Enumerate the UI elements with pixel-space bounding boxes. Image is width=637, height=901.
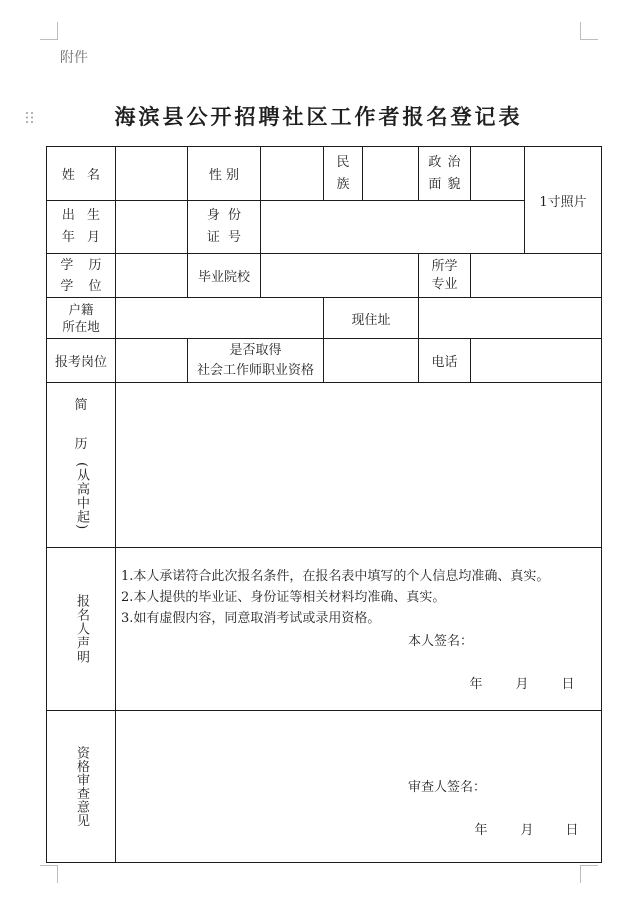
household-label-line1: 户籍: [68, 302, 94, 317]
ethnicity-label-line2: 族: [336, 176, 350, 192]
form-title: 海滨县公开招聘社区工作者报名登记表: [114, 104, 523, 129]
declaration-item-1: 1.本人承诺符合此次报名条件，在报名表中填写的个人信息均准确、真实。: [121, 568, 550, 584]
name-label: 姓 名: [61, 168, 101, 183]
address-label-cell: [324, 298, 418, 338]
declaration-label-cell: [47, 548, 115, 710]
declaration-item-2: 2.本人提供的毕业证、身份证等相关材料均准确、真实。: [121, 589, 446, 605]
qualification-label-line1: 是否取得: [229, 342, 282, 358]
household-label-cell: [47, 298, 115, 338]
name-input-cell[interactable]: [116, 147, 187, 200]
id-label-line2: 证 号: [206, 230, 242, 245]
ethnicity-label-cell: [324, 147, 362, 200]
ethnicity-label-line1: 民: [336, 154, 350, 170]
major-label-line1: 所学: [431, 258, 458, 274]
registration-form-table: [46, 146, 602, 863]
id-number-input-cell[interactable]: [261, 201, 524, 253]
gender-input-cell[interactable]: [261, 147, 323, 200]
political-status-label-cell: [419, 147, 470, 200]
gender-label: 性 别: [208, 168, 240, 183]
political-status-input-cell[interactable]: [471, 147, 524, 200]
phone-input-cell[interactable]: [471, 339, 601, 382]
resume-label-char1: 简: [74, 398, 88, 414]
resume-input-cell[interactable]: [116, 383, 601, 547]
attachment-label: 附件: [60, 50, 88, 66]
position-input-cell[interactable]: [116, 339, 187, 382]
resume-label-note: (从高中起): [74, 462, 89, 531]
id-label-cell: [188, 201, 260, 253]
political-status-label-line1: 政 治: [428, 154, 461, 170]
birth-label-cell: [47, 201, 115, 253]
review-label-cell: [47, 711, 115, 862]
corner-mark-bottom-left: [40, 865, 58, 883]
declaration-content-cell[interactable]: [116, 548, 601, 710]
applicant-date-month: 月: [515, 676, 529, 692]
applicant-date-day: 日: [561, 676, 575, 692]
birth-label-line2: 年 月: [61, 230, 101, 245]
education-label-cell: [47, 254, 115, 297]
major-input-cell[interactable]: [471, 254, 601, 297]
review-date-day: 日: [565, 822, 579, 838]
phone-label-cell: [419, 339, 470, 382]
birth-label-line1: 出 生: [61, 208, 101, 223]
resume-label-cell: [47, 383, 115, 547]
phone-label: 电话: [431, 355, 458, 370]
position-label: 报考岗位: [54, 355, 107, 370]
political-status-label-line2: 面 貌: [428, 176, 461, 192]
ethnicity-input-cell[interactable]: [363, 147, 418, 200]
review-date-month: 月: [520, 822, 534, 838]
education-input-cell[interactable]: [116, 254, 187, 297]
school-input-cell[interactable]: [261, 254, 418, 297]
photo-cell[interactable]: [525, 147, 601, 253]
photo-label: 1寸照片: [539, 194, 587, 210]
major-label-cell: [419, 254, 470, 297]
reviewer-signature-label: 审查人签名：: [408, 779, 487, 795]
corner-mark-top-right: [580, 22, 598, 40]
school-label-cell: [188, 254, 260, 297]
address-label: 现住址: [351, 312, 391, 328]
education-label-line2: 学 位: [60, 278, 102, 294]
qualification-input-cell[interactable]: [324, 339, 418, 382]
education-label-line1: 学 历: [60, 257, 102, 273]
gender-label-cell: [188, 147, 260, 200]
qualification-label-cell: [188, 339, 323, 382]
corner-mark-bottom-right: [580, 865, 598, 883]
applicant-date-year: 年: [469, 676, 483, 692]
resume-label-char2: 历: [74, 437, 88, 453]
major-label-line2: 专业: [431, 276, 458, 292]
position-label-cell: [47, 339, 115, 382]
school-label: 毕业院校: [197, 270, 250, 285]
review-date-year: 年: [474, 822, 488, 838]
name-label-cell: [47, 147, 115, 200]
corner-mark-top-left: [40, 22, 58, 40]
review-label: 资格审查意见: [74, 746, 89, 827]
id-label-line1: 身 份: [206, 208, 242, 223]
birth-input-cell[interactable]: [116, 201, 187, 253]
review-content-cell[interactable]: [116, 711, 601, 862]
declaration-item-3: 3.如有虚假内容，同意取消考试或录用资格。: [121, 610, 381, 626]
household-input-cell[interactable]: [116, 298, 323, 338]
applicant-signature-label: 本人签名：: [408, 633, 474, 649]
household-label-line2: 所在地: [62, 319, 100, 334]
declaration-label: 报名人声明: [74, 594, 89, 664]
qualification-label-line2: 社会工作师职业资格: [196, 362, 314, 378]
address-input-cell[interactable]: [419, 298, 601, 338]
